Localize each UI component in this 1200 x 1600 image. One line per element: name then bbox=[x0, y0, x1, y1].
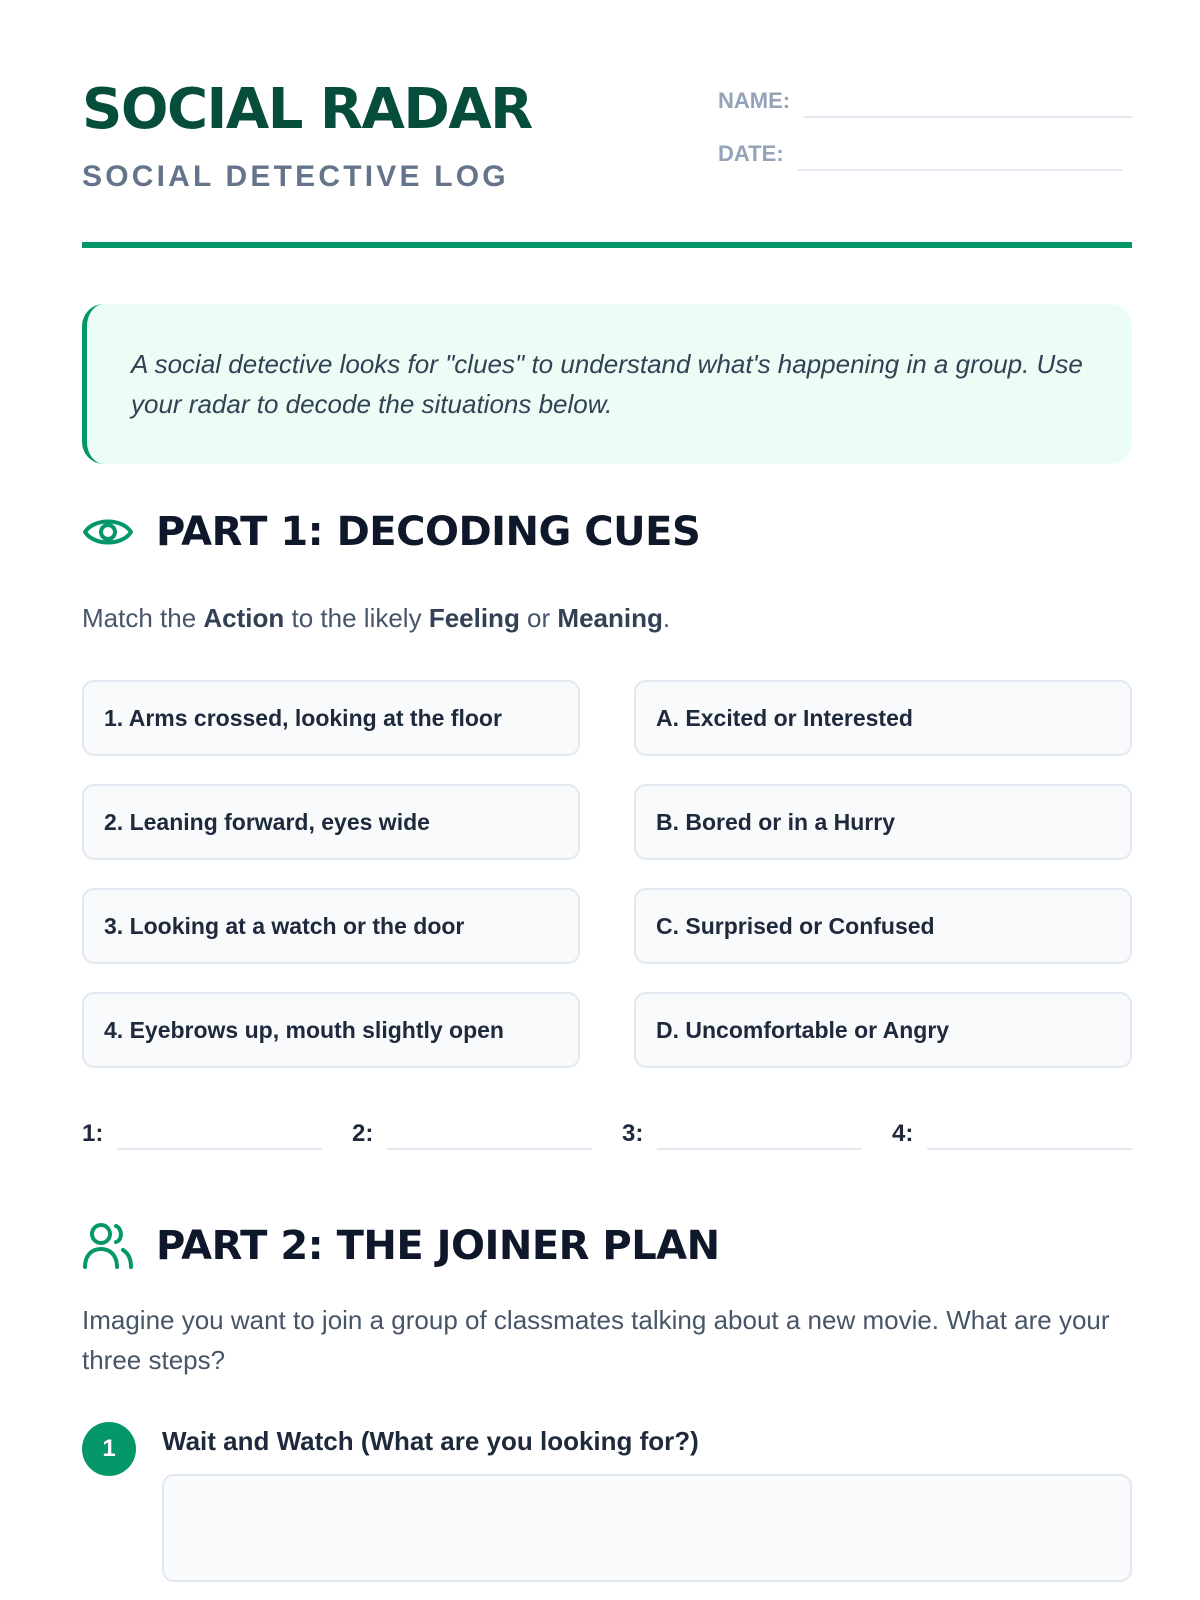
intro-text: A social detective looks for "clues" to understand what's happening in a group. Use your radar to decode the situations below. bbox=[131, 349, 1083, 419]
intro-callout bbox=[82, 304, 1132, 464]
part2-title: PART 2: THE JOINER PLAN bbox=[156, 1223, 720, 1269]
name-field bbox=[718, 86, 1132, 118]
answer-1 bbox=[82, 1114, 322, 1150]
action-card-2: 2. Leaning forward, eyes wide bbox=[82, 784, 580, 860]
answer-2 bbox=[352, 1114, 592, 1150]
answer-input-line[interactable] bbox=[657, 1114, 862, 1150]
action-keyword: Action bbox=[203, 603, 285, 633]
answer-label: 1: bbox=[82, 1120, 104, 1147]
worksheet-header bbox=[82, 0, 1132, 250]
answer-input-line[interactable] bbox=[387, 1114, 592, 1150]
answer-label: 3: bbox=[622, 1120, 644, 1147]
answer-3 bbox=[622, 1114, 862, 1150]
action-card-3: 3. Looking at a watch or the door bbox=[82, 888, 580, 964]
part2-heading bbox=[82, 1220, 720, 1272]
feeling-card-a: A. Excited or Interested bbox=[634, 680, 1132, 756]
part1-heading bbox=[82, 506, 700, 558]
step-answer-box[interactable] bbox=[162, 1474, 1132, 1582]
action-card-1: 1. Arms crossed, looking at the floor bbox=[82, 680, 580, 756]
action-card-4: 4. Eyebrows up, mouth slightly open bbox=[82, 992, 580, 1068]
meaning-keyword: Meaning bbox=[557, 603, 663, 633]
step-title: Wait and Watch (What are you looking for?) bbox=[162, 1426, 699, 1456]
feeling-card-c: C. Surprised or Confused bbox=[634, 888, 1132, 964]
answer-row bbox=[82, 1114, 1132, 1150]
part2-instructions: Imagine you want to join a group of classmates talking about a new movie. What are your three steps? bbox=[82, 1305, 1110, 1375]
feeling-card-b: B. Bored or in a Hurry bbox=[634, 784, 1132, 860]
part1-title: PART 1: DECODING CUES bbox=[156, 509, 701, 555]
worksheet-title: SOCIAL RADAR bbox=[82, 77, 532, 142]
part1-instructions: Match the Action to the likely Feeling or Meaning. bbox=[82, 603, 671, 633]
answer-4 bbox=[892, 1114, 1132, 1150]
header-divider bbox=[82, 242, 1132, 248]
date-input-line[interactable] bbox=[798, 139, 1122, 171]
date-field bbox=[718, 139, 1122, 171]
answer-input-line[interactable] bbox=[117, 1114, 322, 1150]
answer-input-line[interactable] bbox=[927, 1114, 1132, 1150]
name-label: NAME: bbox=[718, 88, 791, 113]
answer-label: 4: bbox=[892, 1120, 914, 1147]
date-label: DATE: bbox=[718, 141, 784, 166]
name-input-line[interactable] bbox=[804, 86, 1132, 118]
worksheet-subtitle: SOCIAL DETECTIVE LOG bbox=[82, 160, 509, 193]
eye-icon bbox=[82, 506, 134, 558]
feeling-card-d: D. Uncomfortable or Angry bbox=[634, 992, 1132, 1068]
feeling-keyword: Feeling bbox=[428, 603, 520, 633]
users-icon bbox=[82, 1220, 134, 1272]
worksheet-page bbox=[82, 0, 1132, 1462]
answer-label: 2: bbox=[352, 1120, 374, 1147]
step-number-badge: 1 bbox=[82, 1422, 136, 1476]
